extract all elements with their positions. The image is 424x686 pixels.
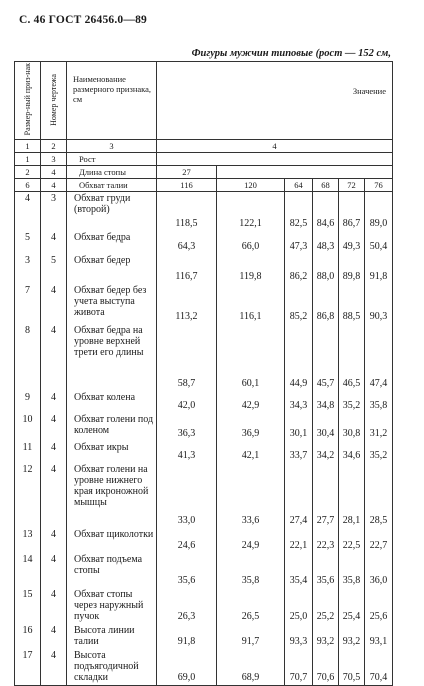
value-cell — [217, 166, 393, 179]
value-cell: 93,2 — [339, 624, 365, 649]
value-cell: 26,3 — [157, 588, 217, 624]
feature-name: Обхват груди (второй) — [67, 192, 157, 231]
value-cell: 86,8 — [313, 284, 339, 324]
value-cell: 86,2 — [285, 254, 313, 284]
value-cell: 82,5 — [285, 192, 313, 231]
drawing-number: 4 — [41, 284, 67, 324]
value-cell: 36,3 — [157, 413, 217, 441]
value-cell: 35,8 — [217, 553, 285, 588]
value-cell: 34,8 — [313, 391, 339, 413]
value-cell: 116,1 — [217, 284, 285, 324]
value-cell: 118,5 — [157, 192, 217, 231]
value-cell: 48,3 — [313, 231, 339, 254]
feature-name: Обхват подъема стопы — [67, 553, 157, 588]
drawing-number: 4 — [41, 649, 67, 686]
col-header-drawing: Номер чертежа — [41, 62, 67, 140]
value-cell: 22,1 — [285, 528, 313, 553]
value-cell: 30,1 — [285, 413, 313, 441]
value-cell: 66,0 — [217, 231, 285, 254]
value-cell: 35,2 — [365, 441, 393, 463]
index-cell: 3 — [67, 140, 157, 153]
table-row — [15, 284, 393, 324]
value-cell: 91,7 — [217, 624, 285, 649]
feature-name: Обхват бедра — [67, 231, 157, 254]
value-cell: 70,4 — [365, 649, 393, 686]
feature-number: 1 — [15, 153, 41, 166]
col-header-feature: Размер-ный приз-нак — [15, 62, 41, 140]
feature-number: 13 — [15, 528, 41, 553]
table-row — [15, 441, 393, 463]
value-cell: 122,1 — [217, 192, 285, 231]
value-cell: 93,2 — [313, 624, 339, 649]
table-row — [15, 231, 393, 254]
feature-number: 5 — [15, 231, 41, 254]
value-cell: 27 — [157, 166, 217, 179]
drawing-number: 5 — [41, 254, 67, 284]
table-row — [15, 649, 393, 686]
value-cell: 42,0 — [157, 391, 217, 413]
table-row — [15, 553, 393, 588]
value-cell: 27,7 — [313, 463, 339, 528]
feature-number: 11 — [15, 441, 41, 463]
value-cell: 31,2 — [365, 413, 393, 441]
value-cell: 64,3 — [157, 231, 217, 254]
value-cell: 89,8 — [339, 254, 365, 284]
value-cell: 50,4 — [365, 231, 393, 254]
value-cell: 47,4 — [365, 324, 393, 391]
value-cell: 116 — [157, 179, 217, 192]
table-row — [15, 528, 393, 553]
value-cell: 68,9 — [217, 649, 285, 686]
value-cell: 91,8 — [157, 624, 217, 649]
value-cell: 93,3 — [285, 624, 313, 649]
drawing-number: 4 — [41, 588, 67, 624]
drawing-number: 4 — [41, 166, 67, 179]
drawing-number: 4 — [41, 391, 67, 413]
value-cell: 25,0 — [285, 588, 313, 624]
feature-number: 7 — [15, 284, 41, 324]
value-cell: 36,9 — [217, 413, 285, 441]
value-cell: 89,0 — [365, 192, 393, 231]
index-cell: 4 — [157, 140, 393, 153]
value-cell: 60,1 — [217, 324, 285, 391]
value-cell: 70,6 — [313, 649, 339, 686]
feature-number: 8 — [15, 324, 41, 391]
value-cell: 88,5 — [339, 284, 365, 324]
value-cell: 42,9 — [217, 391, 285, 413]
value-cell: 70,5 — [339, 649, 365, 686]
value-cell: 41,3 — [157, 441, 217, 463]
value-cell: 47,3 — [285, 231, 313, 254]
measurements-table — [14, 61, 393, 686]
drawing-number: 4 — [41, 463, 67, 528]
table-row — [15, 254, 393, 284]
value-cell: 76 — [365, 179, 393, 192]
value-cell: 90,3 — [365, 284, 393, 324]
feature-name: Обхват бедер без учета выступа живота — [67, 284, 157, 324]
feature-name: Длина стопы — [67, 166, 157, 179]
value-cell: 28,5 — [365, 463, 393, 528]
value-cell: 25,6 — [365, 588, 393, 624]
value-cell — [157, 153, 393, 166]
index-cell: 2 — [41, 140, 67, 153]
feature-number: 6 — [15, 179, 41, 192]
value-cell: 69,0 — [157, 649, 217, 686]
value-cell: 49,3 — [339, 231, 365, 254]
drawing-number: 4 — [41, 528, 67, 553]
value-cell: 42,1 — [217, 441, 285, 463]
value-cell: 91,8 — [365, 254, 393, 284]
drawing-number: 4 — [41, 441, 67, 463]
feature-name: Обхват стопы через наружный пучок — [67, 588, 157, 624]
value-cell: 35,8 — [339, 553, 365, 588]
value-cell: 86,7 — [339, 192, 365, 231]
drawing-number: 3 — [41, 153, 67, 166]
value-cell: 116,7 — [157, 254, 217, 284]
table-row — [15, 166, 393, 179]
feature-name: Обхват щиколотки — [67, 528, 157, 553]
table-row — [15, 588, 393, 624]
feature-name: Высота линии талии — [67, 624, 157, 649]
value-cell: 24,6 — [157, 528, 217, 553]
value-cell: 35,2 — [339, 391, 365, 413]
value-cell: 35,8 — [365, 391, 393, 413]
drawing-number: 4 — [41, 624, 67, 649]
value-cell: 70,7 — [285, 649, 313, 686]
value-cell: 58,7 — [157, 324, 217, 391]
value-cell: 35,6 — [313, 553, 339, 588]
figures-title: Фигуры мужчин типовые (рост — 152 см, — [191, 48, 391, 59]
value-cell: 34,2 — [313, 441, 339, 463]
value-cell: 68 — [313, 179, 339, 192]
value-cell: 36,0 — [365, 553, 393, 588]
value-cell: 85,2 — [285, 284, 313, 324]
value-cell: 22,3 — [313, 528, 339, 553]
feature-name: Обхват голени под коленом — [67, 413, 157, 441]
table-row — [15, 463, 393, 528]
value-cell: 28,1 — [339, 463, 365, 528]
col-header-name: Наименование размерного признака, см — [67, 62, 157, 140]
column-index-row — [15, 140, 393, 153]
value-cell: 34,6 — [339, 441, 365, 463]
feature-number: 4 — [15, 192, 41, 231]
value-cell: 25,2 — [313, 588, 339, 624]
value-cell: 26,5 — [217, 588, 285, 624]
drawing-number: 4 — [41, 324, 67, 391]
feature-number: 2 — [15, 166, 41, 179]
feature-number: 12 — [15, 463, 41, 528]
table-row — [15, 413, 393, 441]
col-header-value: Значение — [157, 62, 393, 140]
value-cell: 119,8 — [217, 254, 285, 284]
page-header: С. 46 ГОСТ 26456.0—89 — [19, 14, 147, 26]
index-cell: 1 — [15, 140, 41, 153]
value-cell: 64 — [285, 179, 313, 192]
feature-number: 9 — [15, 391, 41, 413]
value-cell: 22,5 — [339, 528, 365, 553]
feature-number: 15 — [15, 588, 41, 624]
drawing-number: 4 — [41, 231, 67, 254]
drawing-number: 3 — [41, 192, 67, 231]
value-cell: 24,9 — [217, 528, 285, 553]
feature-number: 3 — [15, 254, 41, 284]
value-cell: 30,4 — [313, 413, 339, 441]
value-cell: 33,7 — [285, 441, 313, 463]
table-row — [15, 179, 393, 192]
drawing-number: 4 — [41, 179, 67, 192]
feature-number: 17 — [15, 649, 41, 686]
value-cell: 35,6 — [157, 553, 217, 588]
value-cell: 84,6 — [313, 192, 339, 231]
table-row — [15, 153, 393, 166]
table-row — [15, 624, 393, 649]
value-cell: 27,4 — [285, 463, 313, 528]
feature-number: 10 — [15, 413, 41, 441]
feature-name: Рост — [67, 153, 157, 166]
feature-name: Обхват бедра на уровне верхней трети его длины — [67, 324, 157, 391]
table-row — [15, 324, 393, 391]
feature-name: Обхват бедер — [67, 254, 157, 284]
table-row — [15, 192, 393, 231]
value-cell: 33,0 — [157, 463, 217, 528]
value-cell: 113,2 — [157, 284, 217, 324]
drawing-number: 4 — [41, 413, 67, 441]
value-cell: 120 — [217, 179, 285, 192]
value-cell: 35,4 — [285, 553, 313, 588]
value-cell: 33,6 — [217, 463, 285, 528]
value-cell: 93,1 — [365, 624, 393, 649]
value-cell: 30,8 — [339, 413, 365, 441]
value-cell: 72 — [339, 179, 365, 192]
value-cell: 88,0 — [313, 254, 339, 284]
feature-name: Обхват голени на уровне нижнего края икроножной мышцы — [67, 463, 157, 528]
feature-number: 14 — [15, 553, 41, 588]
table-row — [15, 391, 393, 413]
feature-name: Обхват талии — [67, 179, 157, 192]
value-cell: 44,9 — [285, 324, 313, 391]
value-cell: 25,4 — [339, 588, 365, 624]
feature-number: 16 — [15, 624, 41, 649]
feature-name: Обхват колена — [67, 391, 157, 413]
value-cell: 34,3 — [285, 391, 313, 413]
value-cell: 46,5 — [339, 324, 365, 391]
value-cell: 22,7 — [365, 528, 393, 553]
feature-name: Обхват икры — [67, 441, 157, 463]
value-cell: 45,7 — [313, 324, 339, 391]
feature-name: Высота подъягодичной складки — [67, 649, 157, 686]
drawing-number: 4 — [41, 553, 67, 588]
